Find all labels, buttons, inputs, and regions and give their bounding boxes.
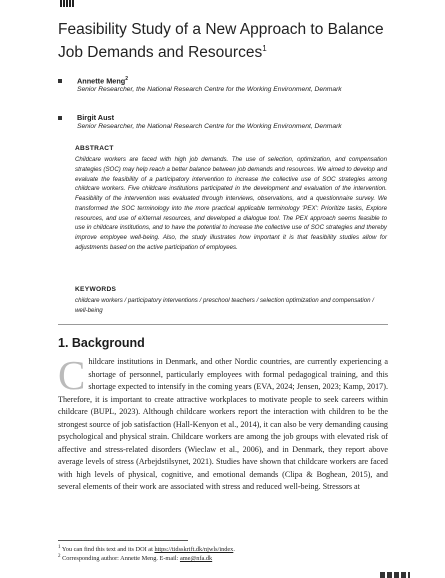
body-text: hildcare institutions in Denmark, and other Nordic countries, are currently experiencing a shortage of personnel, particularly employees with formal pedagogical training, and this shortage expected to intensify in the coming years (EVA, 2024; Jensen, 2023; Kamp, 2017). Therefore, it is important to create attractive workplaces to motivate people to seek careers within childcare (BUPL, 2023). Although childcare workers report the interaction with children to be the strongest source of job satisfaction (Hall-Kenyon et al., 2014), it can also be very demanding causing psychological and physical strain. Childcare workers are among the job groups with elevated risk of affective and stress-related disorders (Wieclaw et al., 2006), and in Denmark, they report above average levels of stress (Arbejdstilsynet, 2021). Studies have shown that childcare workers are faced with high levels of physical, cognitive, and emotional demands (Clipa & Boghean, 2015), and several elements of their work are associated with stress and reduced well-being. Stressors at xyxy=(58,357,388,491)
section-heading: 1. Background xyxy=(58,336,145,350)
article-title: Feasibility Study of a New Approach to Balance Job Demands and Resources$^1$ xyxy=(58,21,384,62)
drop-cap: C xyxy=(58,352,86,398)
section-divider xyxy=(58,324,388,325)
footnote: $^1$ You can find this text and its DOI at https://tidsskrift.dk/njwls/index. xyxy=(58,545,235,554)
keywords-heading: KEYWORDS xyxy=(75,286,117,293)
author-affiliation: Senior Researcher, the National Research Centre for the Working Environment, Denmark xyxy=(77,123,342,130)
author-name: Birgit Aust xyxy=(77,113,115,122)
footnote: $^2$ Corresponding author: Annette Meng. E-mail: ame@nfa.dk xyxy=(58,554,213,563)
title-footnote-marker: 1 xyxy=(262,44,267,53)
page-marker-icon xyxy=(380,572,410,578)
abstract-text: Childcare workers are faced with high job demands. The use of selection, optimization, and compensation strategies (SOC) may help reach a better balance between job demands and resources. We aimed to develop and evaluate the feasibility of a participatory intervention to increase the collective use of SOC strategies among childcare workers. Five childcare institutions participated in the development and evaluation of the intervention. Feasibility of the intervention was evaluated through interviews, observations, and a questionnaire survey. We transformed the SOC terminology into the more practical applicable terminology 'PEX': Prioritize tasks, Explore resources, and use of eXternal resources, and developed a dialogue tool. The PEX approach seems feasible to use in childcare institutions, and to have the potential to increase the collective use of SOC strategies and thereby improve employee well-being. Also, the study illustrates how important it is that feasibility studies allow for adjustments based on the active participation of employees. xyxy=(75,156,387,251)
qr-code-icon xyxy=(60,0,74,7)
keywords-text: childcare workers / participatory interventions / preschool teachers / selection optimization and compensation / well-being xyxy=(75,297,374,314)
author-affiliation: Senior Researcher, the National Research Centre for the Working Environment, Denmark xyxy=(77,86,342,93)
body-paragraph xyxy=(58,352,388,494)
email-link[interactable]: ame@nfa.dk xyxy=(179,555,213,563)
author-bullet xyxy=(58,116,62,120)
footnote-divider xyxy=(58,540,188,541)
author-name: Annette Meng$^2$ xyxy=(77,76,129,86)
footnote-link[interactable]: https://tidsskrift.dk/njwls/index xyxy=(154,546,234,554)
author-bullet xyxy=(58,79,62,83)
abstract-heading: ABSTRACT xyxy=(75,145,114,152)
